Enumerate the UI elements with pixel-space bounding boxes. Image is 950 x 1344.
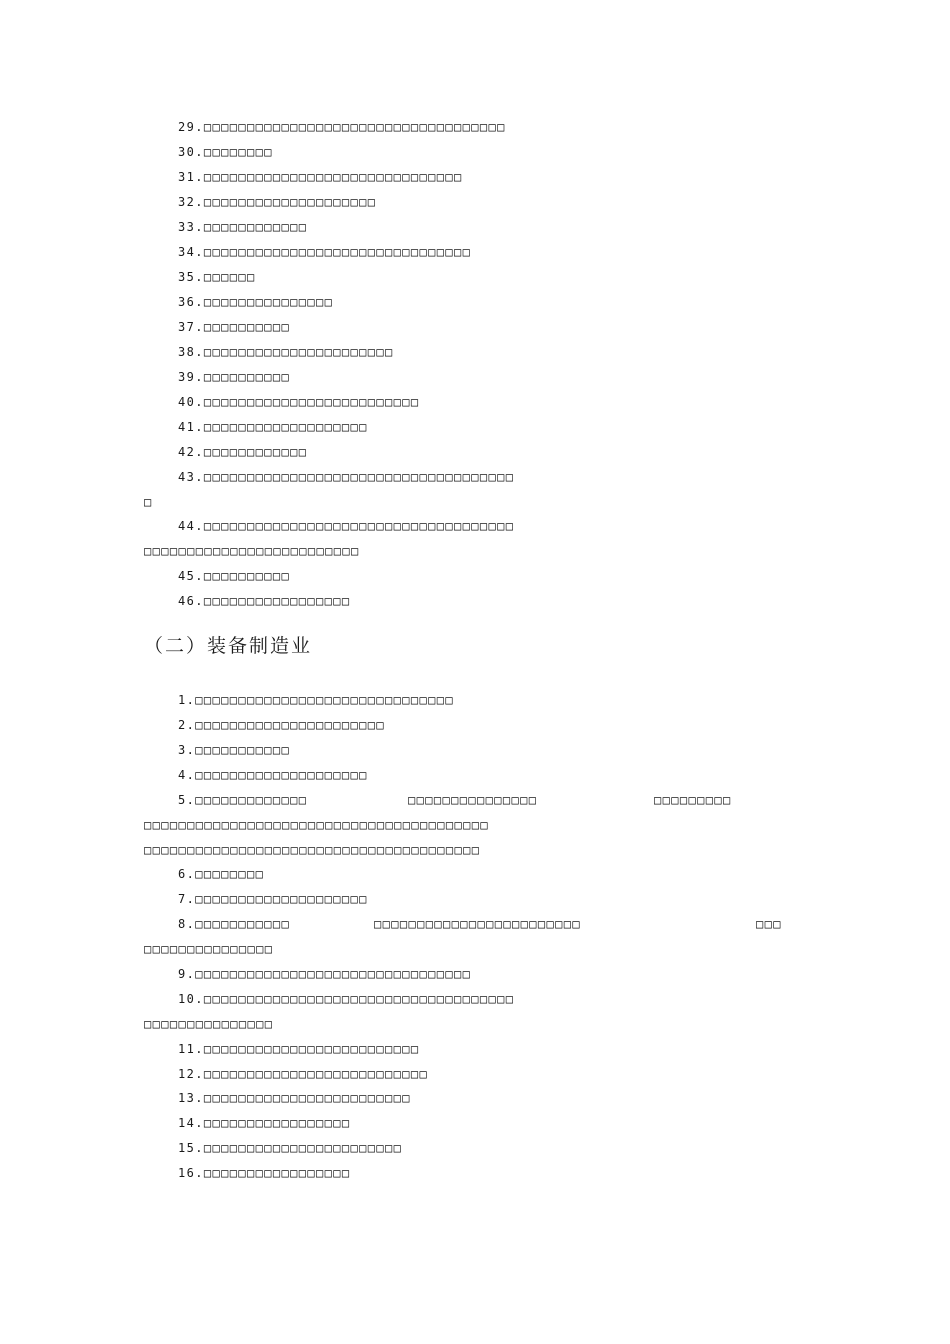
- list-item: 45.□□□□□□□□□□: [178, 569, 291, 583]
- list-item-continuation: □□□□□□□□□□□□□□□□□□□□□□□□□□□□□□□□□□□□□□□: [144, 843, 481, 857]
- list-item: 46.□□□□□□□□□□□□□□□□□: [178, 594, 351, 608]
- list-item-fragment: □□□□□□□□□□□□□□□□□□□□□□□□: [374, 917, 581, 931]
- list-item: 13.□□□□□□□□□□□□□□□□□□□□□□□□: [178, 1091, 411, 1105]
- list-item: 30.□□□□□□□□: [178, 145, 273, 159]
- list-item: 41.□□□□□□□□□□□□□□□□□□□: [178, 420, 368, 434]
- list-item: 38.□□□□□□□□□□□□□□□□□□□□□□: [178, 345, 394, 359]
- list-item: 9.□□□□□□□□□□□□□□□□□□□□□□□□□□□□□□□□: [178, 967, 472, 981]
- list-item: 2.□□□□□□□□□□□□□□□□□□□□□□: [178, 718, 385, 732]
- list-item: 1.□□□□□□□□□□□□□□□□□□□□□□□□□□□□□□: [178, 693, 454, 707]
- list-item: 32.□□□□□□□□□□□□□□□□□□□□: [178, 195, 377, 209]
- list-item-continuation: □□□□□□□□□□□□□□□□□□□□□□□□□: [144, 544, 360, 558]
- list-item: 29.□□□□□□□□□□□□□□□□□□□□□□□□□□□□□□□□□□□: [178, 120, 506, 134]
- list-item: 16.□□□□□□□□□□□□□□□□□: [178, 1166, 351, 1180]
- list-item: 15.□□□□□□□□□□□□□□□□□□□□□□□: [178, 1141, 403, 1155]
- list-item: 42.□□□□□□□□□□□□: [178, 445, 308, 459]
- list-item: 11.□□□□□□□□□□□□□□□□□□□□□□□□□: [178, 1042, 420, 1056]
- list-item: 5.□□□□□□□□□□□□□: [178, 793, 308, 807]
- list-item-fragment: □□□: [756, 917, 782, 931]
- list-item-continuation: □: [144, 495, 153, 509]
- list-item-continuation: □□□□□□□□□□□□□□□: [144, 942, 274, 956]
- list-item: 7.□□□□□□□□□□□□□□□□□□□□: [178, 892, 368, 906]
- section-heading: （二）装备制造业: [144, 635, 313, 657]
- list-item: 34.□□□□□□□□□□□□□□□□□□□□□□□□□□□□□□□: [178, 245, 472, 259]
- list-item: 10.□□□□□□□□□□□□□□□□□□□□□□□□□□□□□□□□□□□□: [178, 992, 515, 1006]
- list-item: 36.□□□□□□□□□□□□□□□: [178, 295, 334, 309]
- list-item-fragment: □□□□□□□□□: [654, 793, 732, 807]
- list-item: 37.□□□□□□□□□□: [178, 320, 291, 334]
- list-item: 43.□□□□□□□□□□□□□□□□□□□□□□□□□□□□□□□□□□□□: [178, 470, 515, 484]
- list-item: 3.□□□□□□□□□□□: [178, 743, 291, 757]
- list-item: 35.□□□□□□: [178, 270, 256, 284]
- list-item-continuation: □□□□□□□□□□□□□□□□□□□□□□□□□□□□□□□□□□□□□□□□: [144, 818, 489, 832]
- list-item: 44.□□□□□□□□□□□□□□□□□□□□□□□□□□□□□□□□□□□□: [178, 519, 515, 533]
- list-item: 31.□□□□□□□□□□□□□□□□□□□□□□□□□□□□□□: [178, 170, 463, 184]
- list-item: 12.□□□□□□□□□□□□□□□□□□□□□□□□□□: [178, 1067, 429, 1081]
- list-item: 14.□□□□□□□□□□□□□□□□□: [178, 1116, 351, 1130]
- list-item: 39.□□□□□□□□□□: [178, 370, 291, 384]
- list-item-fragment: □□□□□□□□□□□□□□□: [408, 793, 538, 807]
- list-item: 4.□□□□□□□□□□□□□□□□□□□□: [178, 768, 368, 782]
- list-item: 6.□□□□□□□□: [178, 867, 265, 881]
- list-item: 40.□□□□□□□□□□□□□□□□□□□□□□□□□: [178, 395, 420, 409]
- list-item-continuation: □□□□□□□□□□□□□□□: [144, 1017, 274, 1031]
- list-item: 33.□□□□□□□□□□□□: [178, 220, 308, 234]
- list-item: 8.□□□□□□□□□□□: [178, 917, 291, 931]
